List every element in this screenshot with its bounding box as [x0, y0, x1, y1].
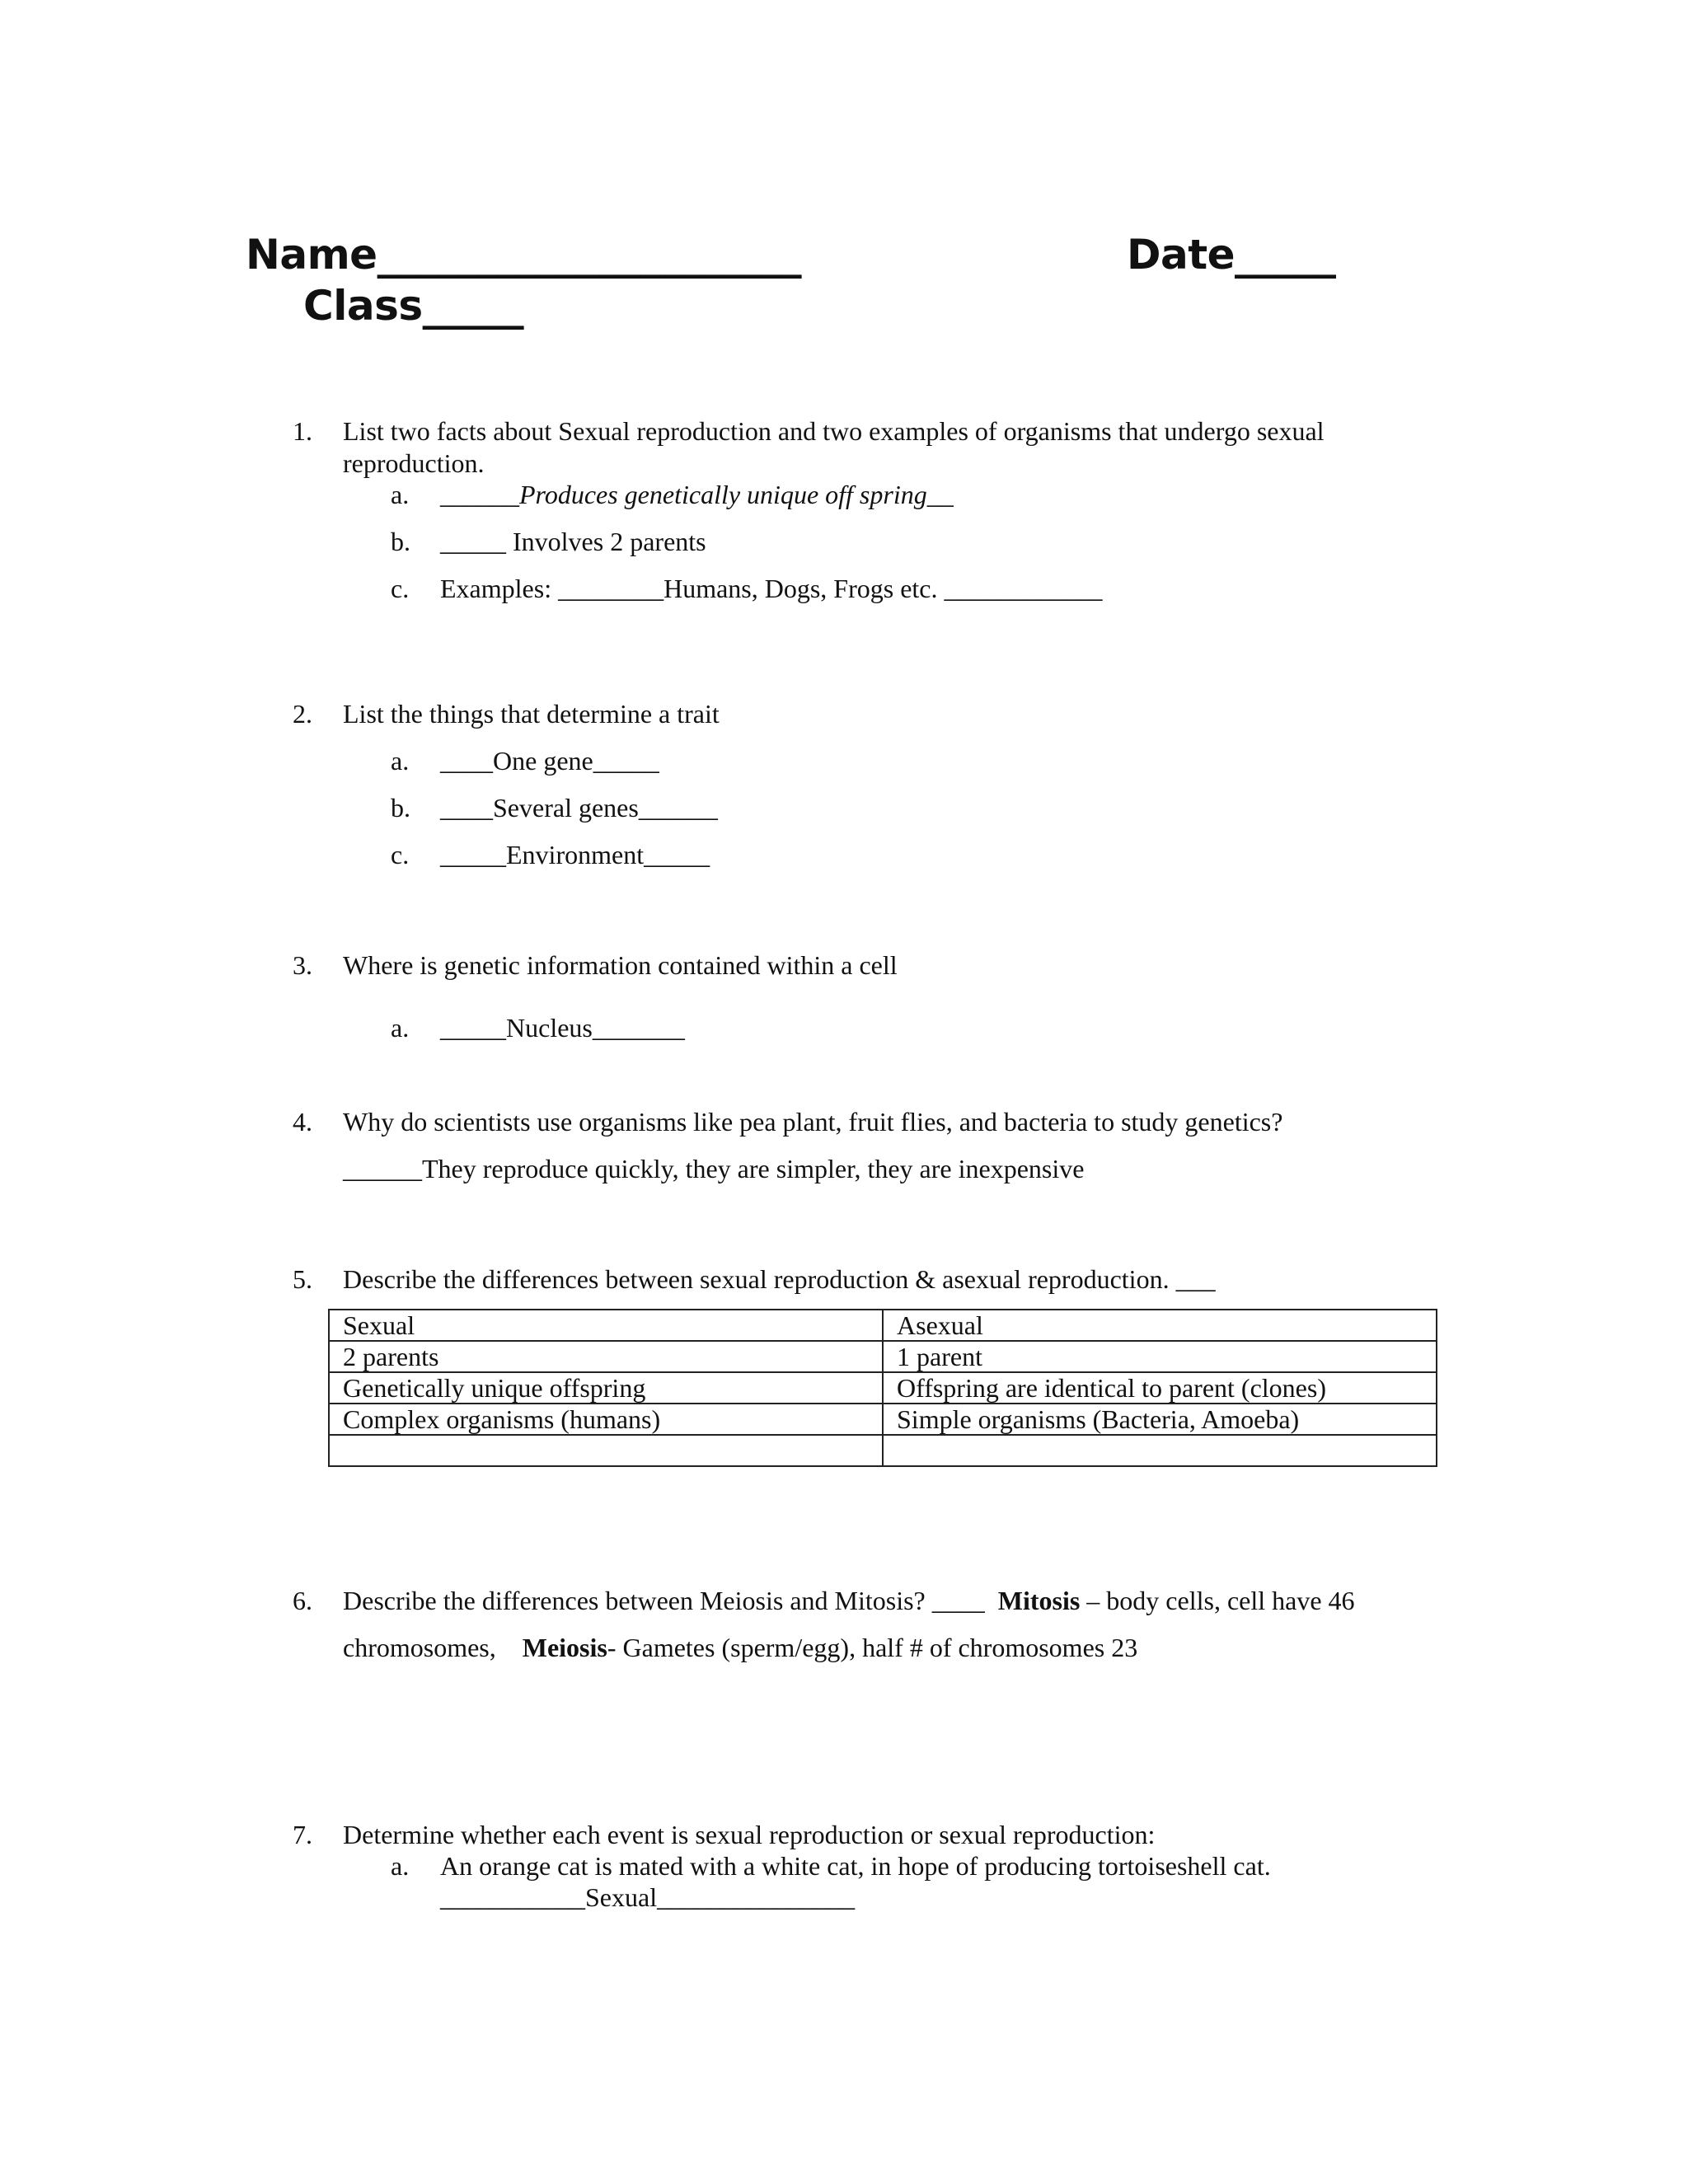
table-row: [329, 1341, 1437, 1372]
question-text: Where is genetic information contained within a cell: [343, 950, 898, 980]
answer-1c: Examples: ________Humans, Dogs, Frogs etc. ____________: [440, 574, 1103, 603]
question-number: 7.: [293, 1820, 312, 1849]
comparison-table: [328, 1309, 1437, 1467]
question-number: 4.: [293, 1107, 312, 1137]
question-number: 1.: [293, 416, 312, 446]
question-text-start: Describe the differences between Meiosis and Mitosis? ____: [343, 1586, 998, 1615]
answer-label: c.: [391, 574, 410, 603]
answer-2b: ____Several genes______: [440, 793, 718, 823]
table-cell: Offspring are identical to parent (clones): [883, 1372, 1437, 1404]
answer-label: a.: [391, 746, 410, 776]
table-cell: Simple organisms (Bacteria, Amoeba): [883, 1404, 1437, 1435]
table-row: [329, 1404, 1437, 1435]
class-field[interactable]: Class_____: [303, 282, 524, 330]
table-header-cell: Sexual: [329, 1310, 883, 1341]
answer-label: b.: [391, 527, 410, 556]
question-number: 2.: [293, 699, 312, 729]
answer-label: a.: [391, 480, 410, 509]
blank: __: [926, 480, 954, 509]
question-text: List two facts about Sexual reproduction and two examples of organisms that undergo sexual: [343, 416, 1325, 446]
answer-2c: _____Environment_____: [440, 840, 710, 869]
answer-4: ______They reproduce quickly, they are simpler, they are inexpensive: [343, 1154, 1085, 1183]
question-text: [343, 1585, 1355, 1616]
answer-label: c.: [391, 840, 410, 869]
answer-6: [343, 1632, 1137, 1663]
answer-label: a.: [391, 1013, 410, 1043]
answer-label: b.: [391, 793, 410, 823]
table-header-cell: Asexual: [883, 1310, 1437, 1341]
question-text: Determine whether each event is sexual reproduction or sexual reproduction:: [343, 1820, 1156, 1849]
mitosis-label: Mitosis: [997, 1586, 1081, 1615]
question-text: Why do scientists use organisms like pea plant, fruit flies, and bacteria to study genetics?: [343, 1107, 1283, 1137]
answer-label: a.: [391, 1851, 410, 1881]
line-start: chromosomes,: [343, 1633, 523, 1662]
table-cell: [329, 1435, 883, 1466]
question-number: 6.: [293, 1586, 312, 1615]
table-cell: 1 parent: [883, 1341, 1437, 1372]
answer-3a: _____Nucleus_______: [440, 1013, 685, 1043]
question-text: List the things that determine a trait: [343, 699, 720, 729]
question-text: Describe the differences between sexual reproduction & asexual reproduction. ___: [343, 1264, 1216, 1294]
answer-text: Produces genetically unique off spring: [519, 480, 927, 509]
answer-1b: _____ Involves 2 parents: [440, 527, 706, 556]
answer-1a: [440, 479, 954, 510]
question-number: 5.: [293, 1264, 312, 1294]
meiosis-label: Meiosis: [522, 1633, 607, 1662]
mitosis-text: – body cells, cell have 46: [1080, 1586, 1355, 1615]
table-cell: Complex organisms (humans): [329, 1404, 883, 1435]
table-row: [329, 1435, 1437, 1466]
meiosis-text: - Gametes (sperm/egg), half # of chromosomes 23: [607, 1633, 1138, 1662]
table-cell: [883, 1435, 1437, 1466]
question-number: 3.: [293, 950, 312, 980]
answer-2a: ____One gene_____: [440, 746, 659, 776]
table-header-row: [329, 1310, 1437, 1341]
answer-7a-text: An orange cat is mated with a white cat, in hope of producing tortoiseshell cat.: [440, 1851, 1271, 1881]
answer-7a: ___________Sexual_______________: [440, 1882, 856, 1912]
date-field[interactable]: Date_____: [1127, 231, 1336, 279]
table-row: [329, 1372, 1437, 1404]
blank: ______: [440, 480, 519, 509]
table-cell: 2 parents: [329, 1341, 883, 1372]
table-cell: Genetically unique offspring: [329, 1372, 883, 1404]
question-text: reproduction.: [343, 448, 485, 478]
name-field[interactable]: Name_____________________: [246, 231, 802, 279]
